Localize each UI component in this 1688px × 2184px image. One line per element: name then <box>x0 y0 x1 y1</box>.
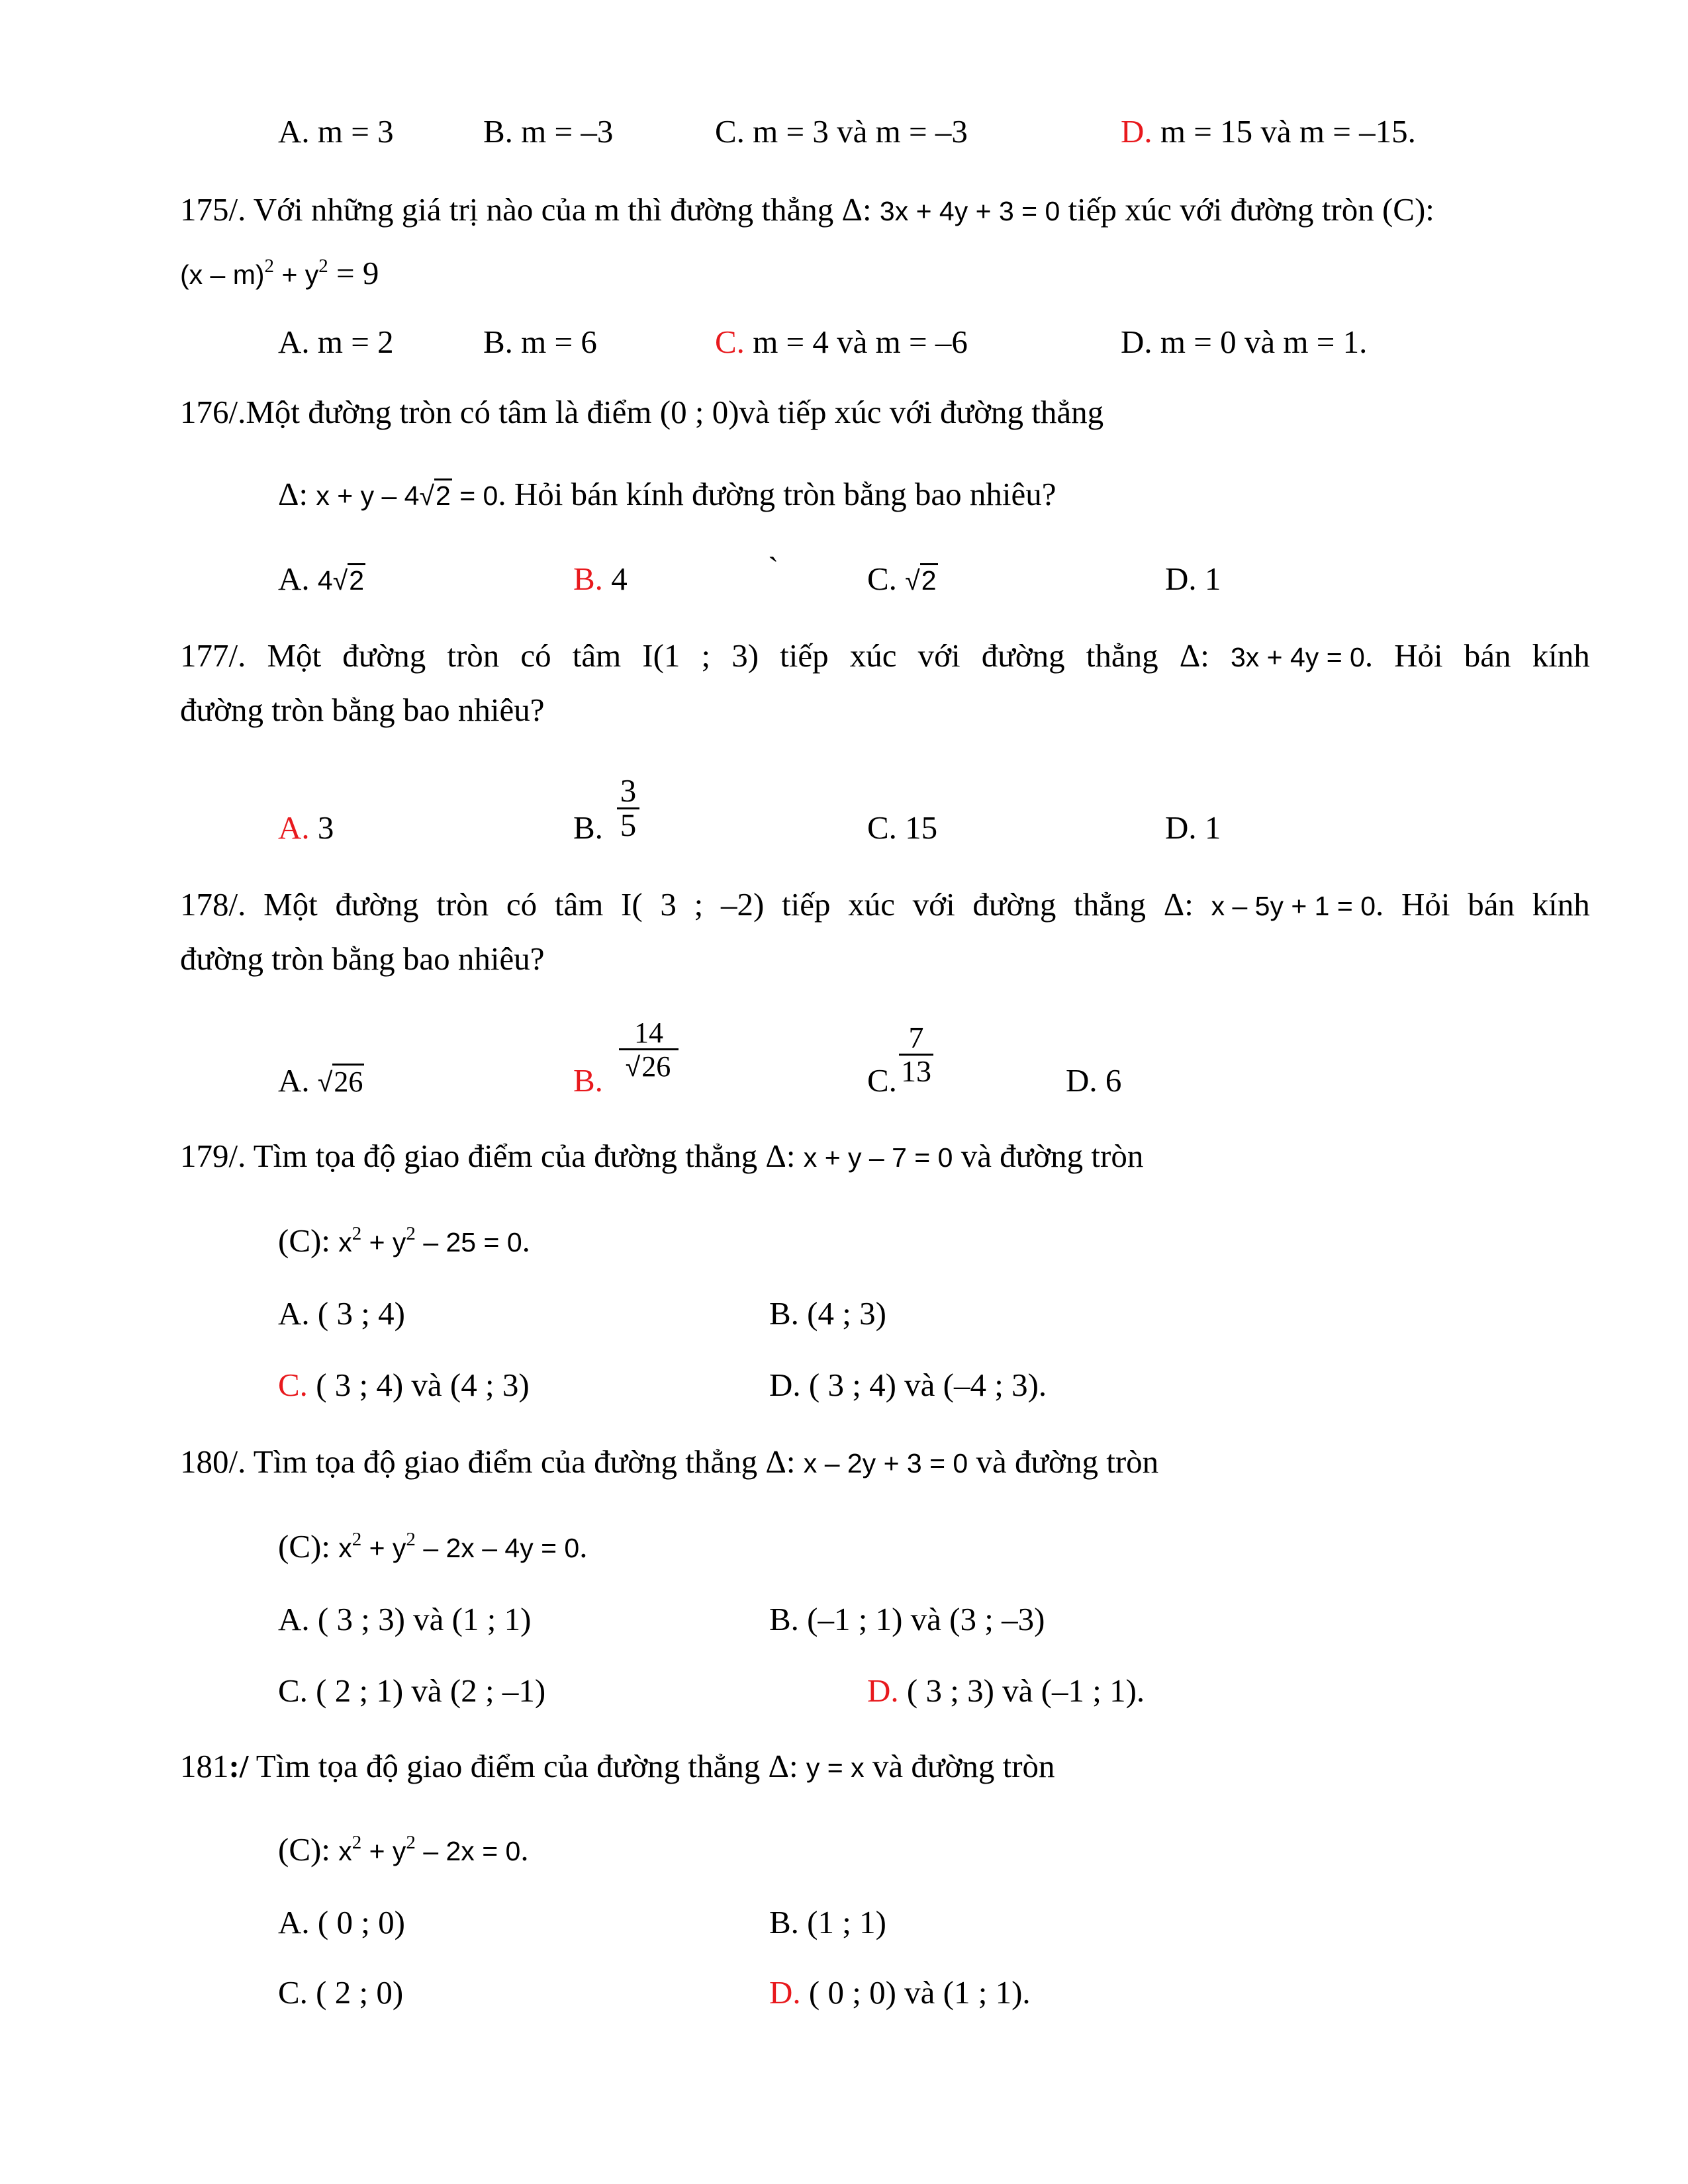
answer-letter: B. <box>573 561 603 597</box>
q181-question: 181:/ Tìm tọa độ giao điểm của đường thẳng Δ: y = x và đường tròn <box>180 1748 1055 1784</box>
q178-option-c-label: C. <box>867 1062 897 1099</box>
q181-line-equation: y = x <box>806 1752 865 1783</box>
q176-option-d: D. 1 <box>1165 561 1221 597</box>
word: tâm <box>554 886 604 923</box>
word: 3 <box>660 886 677 923</box>
q177-question-line2: đường tròn bằng bao nhiêu? <box>180 692 545 728</box>
q175-circle-equation: $(x - m)^2 + y^2 = 9$ <box>180 255 379 291</box>
word: có <box>506 886 538 923</box>
q174-option-c: C. m = 3 và m = –3 <box>715 113 968 150</box>
q181-circle-equation: (C): $x^2 + y^2 - 2x = 0$. <box>278 1831 529 1868</box>
word: 177/. <box>180 637 246 674</box>
answer-letter: D. <box>769 1974 801 2011</box>
stray-tick: ` <box>768 550 779 586</box>
answer-letter: C. <box>715 324 745 360</box>
word: đường <box>335 886 419 923</box>
q178-question-line1 <box>180 888 1590 921</box>
word: ; <box>701 637 711 674</box>
q178-option-b-label <box>573 1064 603 1097</box>
q176-option-b: B. 4 <box>573 561 628 597</box>
q177-option-a: A. 3 <box>278 809 334 846</box>
q180-circle-equation: (C): $x^2 + y^2 - 2x - 4y = 0$. <box>278 1528 588 1565</box>
q176-question: 176/.Một đường tròn có tâm là điểm (0 ; 0)và tiếp xúc với đường thẳng <box>180 394 1104 430</box>
word: bán <box>1468 886 1515 923</box>
q178-option-d: D. 6 <box>1066 1062 1122 1099</box>
word: I(1 <box>642 637 680 674</box>
q174-option-b: B. m = –3 <box>483 113 614 150</box>
q179-option-b: B. (4 ; 3) <box>769 1295 886 1332</box>
q180-option-b: B. (–1 ; 1) và (3 ; –3) <box>769 1601 1045 1637</box>
q181-option-c: C. ( 2 ; 0) <box>278 1974 404 2011</box>
word: Hỏi <box>1394 637 1443 674</box>
q179-option-a: A. ( 3 ; 4) <box>278 1295 405 1332</box>
word: kính <box>1532 637 1590 674</box>
word: bán <box>1464 637 1511 674</box>
word: đường <box>972 886 1056 923</box>
word: thẳng <box>1074 886 1146 923</box>
answer-letter: D. <box>1121 113 1152 150</box>
q175-line-equation: 3x + 4y + 3 = 0 <box>879 196 1060 226</box>
q176-option-c: C. √2 <box>867 561 937 597</box>
word: I( <box>621 886 643 923</box>
q181-option-d: D. ( 0 ; 0) và (1 ; 1). <box>769 1974 1031 2011</box>
word: –2) <box>720 886 765 923</box>
q179-circle-equation: (C): $x^2 + y^2 - 25 = 0$. <box>278 1222 530 1259</box>
q180-option-a: A. ( 3 ; 3) và (1 ; 1) <box>278 1601 532 1637</box>
q179-option-c: C. ( 3 ; 4) và (4 ; 3) <box>278 1367 530 1403</box>
word: xúc <box>849 637 897 674</box>
q175-option-a: A. m = 2 <box>278 324 394 360</box>
q178-option-c-fraction: $\frac{7}{13}$ <box>899 1022 933 1087</box>
q176-option-a: A. 4√2 <box>278 561 365 597</box>
q178-line-equation: x – 5y + 1 = 0. <box>1211 886 1384 923</box>
q175-question: 175/. Với những giá trị nào của m thì đường thẳng Δ: 3x + 4y + 3 = 0 tiếp xúc với đường tròn (C): <box>180 191 1434 228</box>
word: tròn <box>447 637 500 674</box>
word: tiếp <box>780 637 829 674</box>
word: Δ: <box>1179 637 1209 674</box>
q180-question: 180/. Tìm tọa độ giao điểm của đường thẳng Δ: x – 2y + 3 = 0 và đường tròn <box>180 1443 1159 1480</box>
q180-option-c: C. ( 2 ; 1) và (2 ; –1) <box>278 1672 546 1709</box>
q177-question-line1 <box>180 639 1590 672</box>
q177-line-equation: 3x + 4y = 0. <box>1230 637 1374 674</box>
q179-line-equation: x + y – 7 = 0 <box>803 1142 953 1173</box>
word: tâm <box>572 637 622 674</box>
answer-letter: B. <box>573 1062 603 1099</box>
word: có <box>520 637 551 674</box>
q181-option-b: B. (1 ; 1) <box>769 1904 886 1940</box>
word: đường <box>981 637 1065 674</box>
answer-letter: A. <box>278 809 310 846</box>
q179-option-d: D. ( 3 ; 4) và (–4 ; 3). <box>769 1367 1047 1403</box>
word: tròn <box>436 886 489 923</box>
word: Hỏi <box>1401 886 1450 923</box>
word: kính <box>1532 886 1590 923</box>
word: ; <box>694 886 704 923</box>
q180-line-equation: x – 2y + 3 = 0 <box>803 1448 968 1479</box>
q175-option-c: C. m = 4 và m = –6 <box>715 324 968 360</box>
word: thẳng <box>1086 637 1158 674</box>
q175-option-d: D. m = 0 và m = 1. <box>1121 324 1368 360</box>
q177-option-c: C. 15 <box>867 809 938 846</box>
word: Δ: <box>1163 886 1194 923</box>
q174-option-d: D. m = 15 và m = –15. <box>1121 113 1416 150</box>
word: xúc <box>848 886 895 923</box>
word: Một <box>263 886 318 923</box>
word: 178/. <box>180 886 246 923</box>
q175-option-b: B. m = 6 <box>483 324 597 360</box>
q177-option-d: D. 1 <box>1165 809 1221 846</box>
q177-option-b-fraction: $\frac{3}{5}$ <box>617 774 639 841</box>
answer-letter: C. <box>278 1367 308 1403</box>
q181-option-a: A. ( 0 ; 0) <box>278 1904 405 1940</box>
q180-option-d: D. ( 3 ; 3) và (–1 ; 1). <box>867 1672 1145 1709</box>
q178-option-b-fraction: $\frac{14}{√26}$ <box>619 1018 679 1083</box>
word: 3) <box>731 637 759 674</box>
q176-line-equation: Δ: x + y – 4√2 = 0. Hỏi bán kính đường tròn bằng bao nhiêu? <box>278 476 1056 512</box>
word: đường <box>342 637 426 674</box>
q178-question-line2: đường tròn bằng bao nhiêu? <box>180 940 545 977</box>
word: với <box>912 886 955 923</box>
answer-letter: D. <box>867 1672 899 1709</box>
q179-question: 179/. Tìm tọa độ giao điểm của đường thẳng Δ: x + y – 7 = 0 và đường tròn <box>180 1138 1144 1174</box>
q174-option-a: A. m = 3 <box>278 113 394 150</box>
q178-option-a: A. √26 <box>278 1062 363 1099</box>
q177-option-b-label: B. <box>573 809 603 846</box>
word: tiếp <box>782 886 831 923</box>
word: với <box>917 637 961 674</box>
word: Một <box>267 637 322 674</box>
